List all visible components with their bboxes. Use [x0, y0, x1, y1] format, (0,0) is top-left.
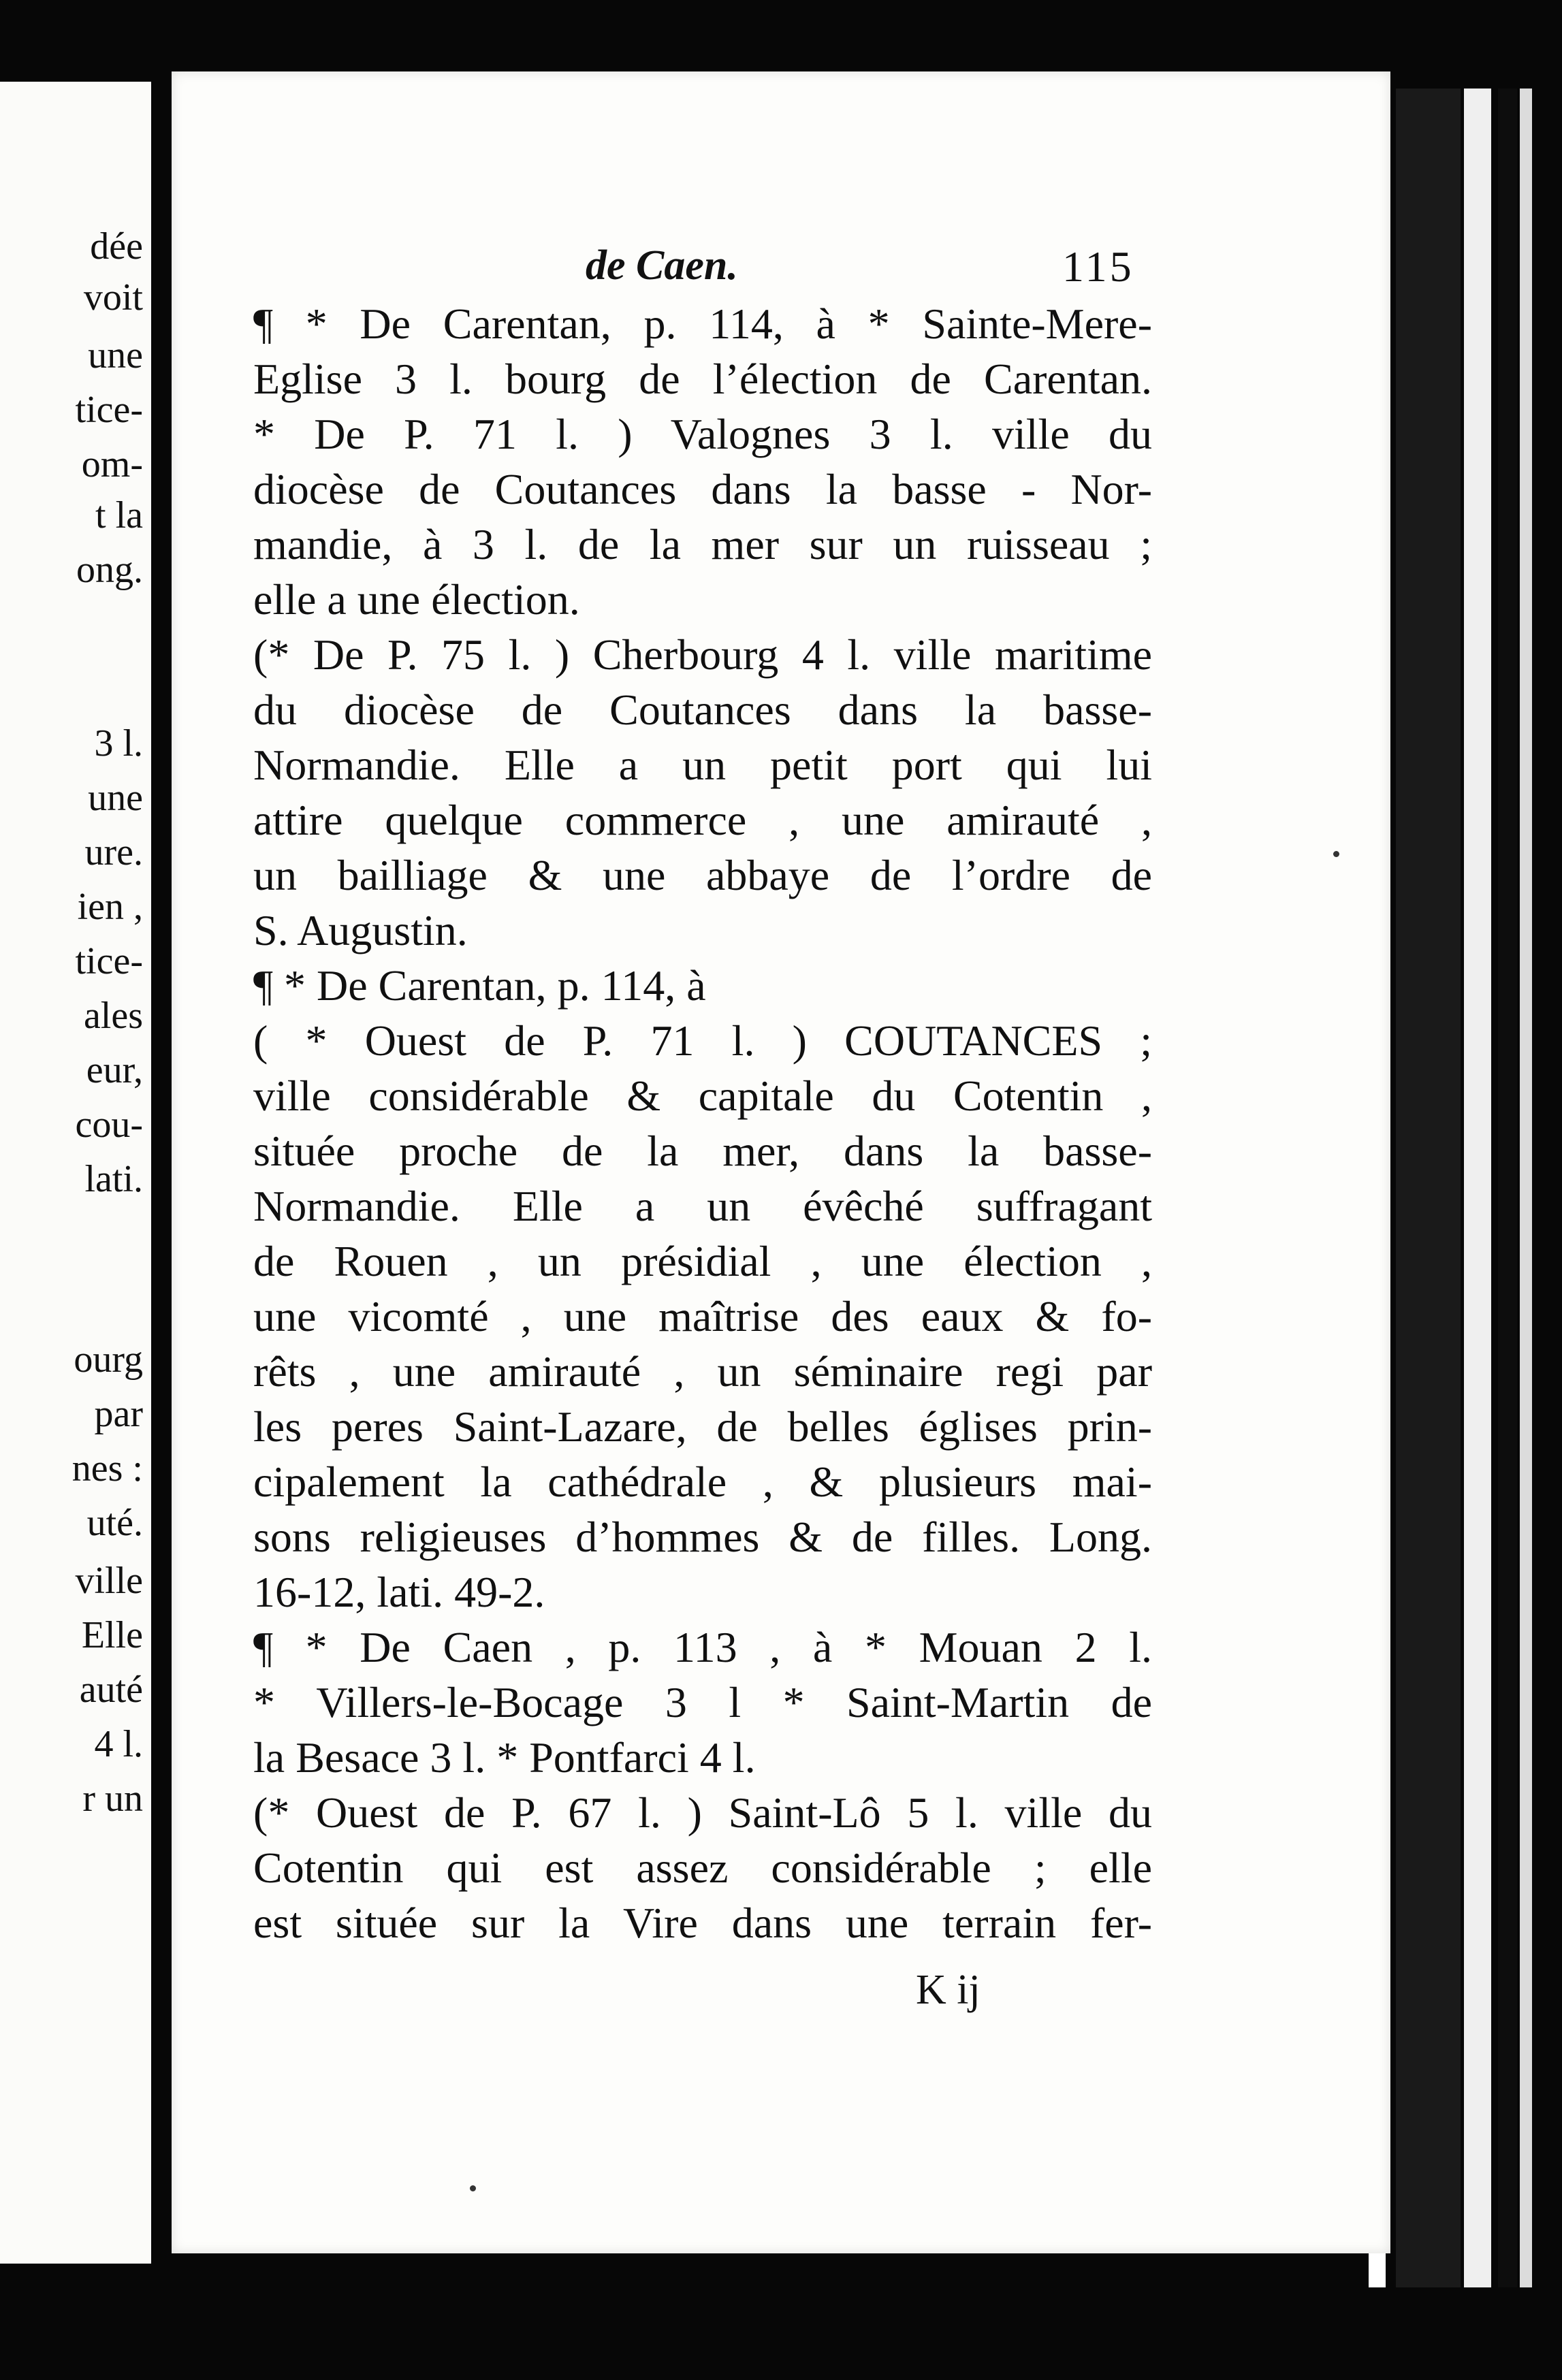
- text-line: ville considérable & capitale du Cotentin ,: [253, 1072, 1152, 1120]
- left-page-fragment: ure.: [84, 831, 143, 873]
- signature-mark: K ij: [916, 1967, 981, 2013]
- left-page-fragment: dée: [90, 225, 143, 268]
- page-edge-band: [1464, 89, 1491, 2287]
- speck: [1333, 851, 1339, 857]
- text-line: elle a une élection.: [253, 575, 580, 624]
- left-page-fragment: 3 l.: [94, 722, 143, 765]
- text-line: les peres Saint-Lazare, de belles églises prin-: [253, 1402, 1152, 1451]
- text-line: Normandie. Elle a un petit port qui lui: [253, 741, 1152, 789]
- left-page-fragment: cou-: [75, 1104, 143, 1146]
- text-line: est située sur la Vire dans une terrain fer-: [253, 1899, 1152, 1947]
- left-page-fragment: ville: [75, 1560, 143, 1602]
- left-page-fragment: uté.: [86, 1502, 143, 1544]
- text-line: située proche de la mer, dans la basse-: [253, 1127, 1152, 1175]
- text-line: ¶ * De Carentan, p. 114, à: [253, 961, 706, 1010]
- previous-page-edge: [0, 82, 151, 2264]
- left-page-fragment: une: [88, 777, 143, 819]
- left-page-fragment: tice-: [75, 389, 143, 431]
- left-page-fragment: nes :: [71, 1447, 143, 1490]
- text-line: cipalement la cathédrale , & plusieurs mai-: [253, 1458, 1152, 1506]
- text-line: rêts , une amirauté , un séminaire regi par: [253, 1347, 1152, 1396]
- text-line: de Rouen , un présidial , une élection ,: [253, 1237, 1152, 1285]
- left-page-fragment: t la: [95, 494, 143, 536]
- left-page-fragment: eur,: [86, 1049, 143, 1091]
- page-edge-band: [1520, 89, 1532, 2287]
- left-page-fragment: ales: [83, 995, 143, 1037]
- left-page-fragment: lati.: [84, 1158, 143, 1200]
- left-page-fragment: par: [94, 1393, 143, 1435]
- binding-shadow: [1498, 89, 1517, 2287]
- text-line: ¶ * De Caen , p. 113 , à * Mouan 2 l.: [253, 1623, 1152, 1671]
- text-line: sons religieuses d’hommes & de filles. Long.: [253, 1513, 1152, 1561]
- text-line: diocèse de Coutances dans la basse - Nor-: [253, 465, 1152, 513]
- left-page-fragment: voit: [83, 276, 143, 319]
- text-line: Cotentin qui est assez considérable ; elle: [253, 1844, 1152, 1892]
- text-line: ( * Ouest de P. 71 l. ) COUTANCES ;: [253, 1016, 1152, 1065]
- left-page-fragment: 4 l.: [94, 1723, 143, 1765]
- left-page-fragment: auté: [79, 1669, 143, 1711]
- text-line: mandie, à 3 l. de la mer sur un ruisseau ;: [253, 520, 1152, 568]
- left-page-fragment: ong.: [76, 549, 143, 591]
- text-line: ¶ * De Carentan, p. 114, à * Sainte-Mere-: [253, 300, 1152, 348]
- text-line: (* Ouest de P. 67 l. ) Saint-Lô 5 l. ville du: [253, 1788, 1152, 1837]
- left-page-fragment: om-: [81, 443, 143, 485]
- text-line: (* De P. 75 l. ) Cherbourg 4 l. ville maritime: [253, 630, 1152, 679]
- left-page-fragment: Elle: [81, 1614, 143, 1656]
- running-head: de Caen.: [586, 242, 738, 289]
- page-number: 115: [1062, 242, 1134, 291]
- left-page-fragment: ien ,: [77, 886, 143, 928]
- left-page-fragment: ourg: [74, 1338, 143, 1381]
- text-line: * Villers-le-Bocage 3 l * Saint-Martin de: [253, 1678, 1152, 1726]
- text-line: S. Augustin.: [253, 906, 468, 954]
- text-line: Eglise 3 l. bourg de l’élection de Carentan.: [253, 355, 1152, 403]
- text-line: du diocèse de Coutances dans la basse-: [253, 686, 1152, 734]
- left-page-fragment: r un: [82, 1778, 143, 1820]
- text-line: * De P. 71 l. ) Valognes 3 l. ville du: [253, 410, 1152, 458]
- binding-shadow: [1396, 89, 1461, 2287]
- text-line: une vicomté , une maîtrise des eaux & fo-: [253, 1292, 1152, 1340]
- body-text: [253, 296, 1152, 1950]
- text-line: 16-12, lati. 49-2.: [253, 1568, 545, 1616]
- text-line: Normandie. Elle a un évêché suffragant: [253, 1182, 1152, 1230]
- speck: [470, 2185, 476, 2191]
- left-page-fragment: une: [88, 334, 143, 376]
- text-line: un bailliage & une abbaye de l’ordre de: [253, 851, 1152, 899]
- text-line: la Besace 3 l. * Pontfarci 4 l.: [253, 1733, 756, 1782]
- text-line: attire quelque commerce , une amirauté ,: [253, 796, 1152, 844]
- left-page-fragment: tice-: [75, 940, 143, 982]
